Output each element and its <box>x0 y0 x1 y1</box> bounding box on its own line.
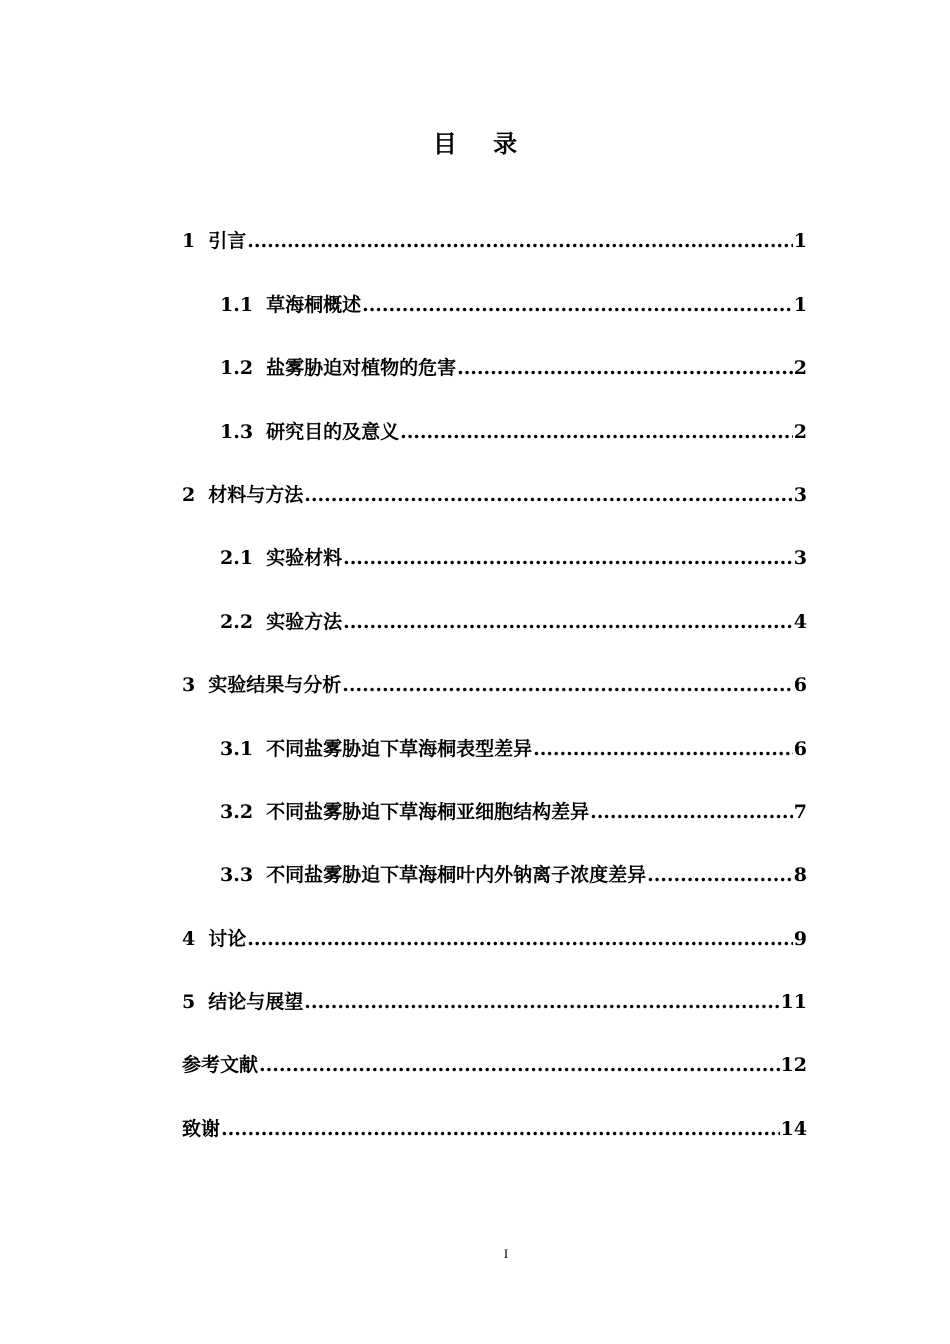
toc-entry[interactable] <box>182 400 807 463</box>
toc-entry-page: 12 <box>780 1054 807 1077</box>
toc-dot-leader <box>343 546 793 570</box>
toc-entry-label: 不同盐雾胁迫下草海桐亚细胞结构差异 <box>266 800 590 823</box>
toc-entry[interactable] <box>182 907 807 970</box>
toc-dot-leader <box>590 800 793 824</box>
toc-entry-number: 1.1 <box>220 293 254 316</box>
toc-entry-number: 4 <box>182 927 196 950</box>
toc-dot-leader <box>533 737 793 761</box>
toc-entry-number: 3.3 <box>220 864 254 887</box>
toc-dot-leader <box>362 293 793 317</box>
table-of-contents <box>182 210 807 1161</box>
toc-entry-page: 4 <box>793 610 807 633</box>
toc-entry-number: 2 <box>182 483 196 506</box>
toc-entry-label: 草海桐概述 <box>266 293 362 316</box>
toc-entry-page: 3 <box>793 547 807 570</box>
toc-entry-label: 实验方法 <box>266 610 343 633</box>
toc-entry-number: 5 <box>182 991 196 1014</box>
toc-dot-leader <box>221 1117 780 1141</box>
toc-entry-label: 材料与方法 <box>208 483 304 506</box>
toc-entry-page: 7 <box>793 800 807 823</box>
toc-entry[interactable] <box>182 654 807 717</box>
toc-entry-number: 3.1 <box>220 737 254 760</box>
toc-entry-page: 6 <box>793 674 807 697</box>
toc-dot-leader <box>247 229 793 253</box>
toc-entry[interactable] <box>182 971 807 1034</box>
toc-entry[interactable] <box>182 464 807 527</box>
toc-entry[interactable] <box>182 1034 807 1097</box>
toc-entry-label: 致谢 <box>182 1117 221 1140</box>
toc-entry-label: 实验结果与分析 <box>208 674 342 697</box>
toc-entry[interactable] <box>182 844 807 907</box>
toc-entry-label: 不同盐雾胁迫下草海桐表型差异 <box>266 737 533 760</box>
toc-entry-page: 8 <box>793 864 807 887</box>
toc-entry-number: 2.2 <box>220 610 254 633</box>
toc-entry[interactable] <box>182 273 807 336</box>
toc-dot-leader <box>647 863 793 887</box>
toc-entry-label: 盐雾胁迫对植物的危害 <box>266 357 457 380</box>
toc-entry-page: 11 <box>780 991 807 1014</box>
toc-entry-label: 结论与展望 <box>208 991 304 1014</box>
toc-entry-number: 1.3 <box>220 420 254 443</box>
toc-entry-label: 研究目的及意义 <box>266 420 400 443</box>
toc-entry-label: 实验材料 <box>266 547 343 570</box>
toc-entry-number: 1 <box>182 230 196 253</box>
toc-entry-page: 2 <box>793 357 807 380</box>
toc-dot-leader <box>457 356 793 380</box>
toc-dot-leader <box>343 610 793 634</box>
toc-entry[interactable] <box>182 337 807 400</box>
toc-entry[interactable] <box>182 717 807 780</box>
toc-entry-label: 不同盐雾胁迫下草海桐叶内外钠离子浓度差异 <box>266 864 647 887</box>
toc-entry[interactable] <box>182 1097 807 1160</box>
toc-entry-page: 6 <box>793 737 807 760</box>
toc-entry-number: 2.1 <box>220 547 254 570</box>
toc-entry-label: 参考文献 <box>182 1054 259 1077</box>
toc-entry[interactable] <box>182 527 807 590</box>
toc-entry-number: 1.2 <box>220 357 254 380</box>
toc-entry[interactable] <box>182 210 807 273</box>
toc-entry[interactable] <box>182 781 807 844</box>
toc-dot-leader <box>342 673 793 697</box>
toc-entry-number: 3.2 <box>220 800 254 823</box>
toc-entry[interactable] <box>182 590 807 653</box>
toc-entry-page: 9 <box>793 927 807 950</box>
toc-entry-number: 3 <box>182 674 196 697</box>
toc-dot-leader <box>247 927 793 951</box>
toc-entry-page: 3 <box>793 483 807 506</box>
toc-entry-page: 1 <box>793 293 807 316</box>
toc-entry-label: 讨论 <box>208 927 247 950</box>
toc-dot-leader <box>304 990 779 1014</box>
toc-dot-leader <box>400 420 793 444</box>
toc-entry-page: 1 <box>793 230 807 253</box>
toc-title: 目 录 <box>432 129 532 158</box>
toc-entry-page: 2 <box>793 420 807 443</box>
toc-dot-leader <box>259 1053 780 1077</box>
page-number: I <box>503 1246 509 1261</box>
toc-entry-label: 引言 <box>208 230 247 253</box>
toc-dot-leader <box>304 483 793 507</box>
toc-entry-page: 14 <box>780 1117 807 1140</box>
